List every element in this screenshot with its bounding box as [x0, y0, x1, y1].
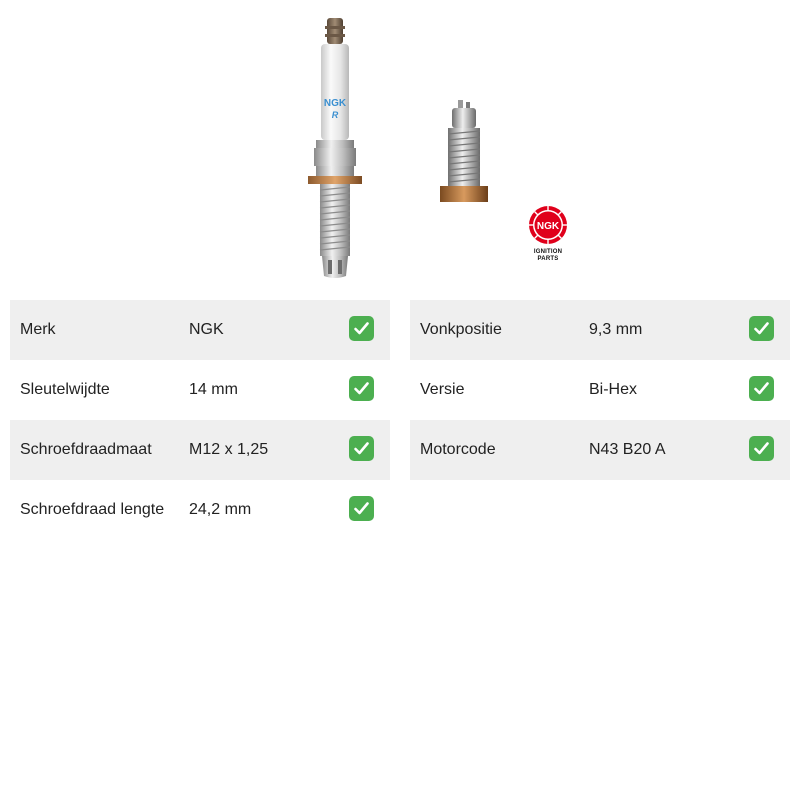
spec-row	[410, 300, 790, 360]
ngk-ignition-parts-logo	[522, 204, 574, 276]
spec-value: 24,2 mm	[189, 501, 252, 518]
spec-row	[10, 480, 390, 540]
spec-value: N43 B20 A	[589, 441, 666, 458]
spec-table-right	[410, 300, 790, 480]
check-mark-icon	[349, 436, 374, 461]
logo-caption	[522, 249, 574, 263]
check-mark-icon	[749, 316, 774, 341]
ngk-logo-icon	[527, 204, 569, 246]
ngk-logo-text: NGK	[536, 221, 560, 232]
spec-value: M12 x 1,25	[189, 441, 269, 458]
spec-label: Vonkpositie	[420, 321, 502, 338]
plug-mark-print: R	[331, 110, 339, 120]
spec-value: Bi-Hex	[589, 381, 638, 398]
spec-label: Merk	[20, 321, 56, 338]
plug-brand-print: NGK	[323, 98, 347, 109]
spec-value: 14 mm	[189, 381, 238, 398]
check-mark-icon	[749, 436, 774, 461]
check-mark-icon	[349, 316, 374, 341]
spec-value: NGK	[189, 321, 224, 338]
spec-label: Motorcode	[420, 441, 496, 458]
spec-row	[410, 420, 790, 480]
spec-row	[410, 360, 790, 420]
spec-label: Sleutelwijdte	[20, 381, 110, 398]
spark-plug-image	[300, 14, 370, 282]
spec-label: Schroefdraad lengte	[20, 501, 165, 518]
spec-label: Versie	[420, 381, 465, 398]
check-mark-icon	[749, 376, 774, 401]
check-mark-icon	[349, 496, 374, 521]
spec-label: Schroefdraadmaat	[20, 441, 152, 458]
spec-row	[10, 360, 390, 420]
logo-caption-line2: PARTS	[537, 256, 559, 262]
check-mark-icon	[349, 376, 374, 401]
spark-plug-tip-image	[436, 98, 492, 206]
product-image-area	[0, 0, 800, 290]
spec-value: 9,3 mm	[589, 321, 643, 338]
spec-row	[10, 420, 390, 480]
logo-caption-line1: IGNITION	[533, 249, 563, 255]
spec-row	[10, 300, 390, 360]
spec-table-left	[10, 300, 390, 540]
